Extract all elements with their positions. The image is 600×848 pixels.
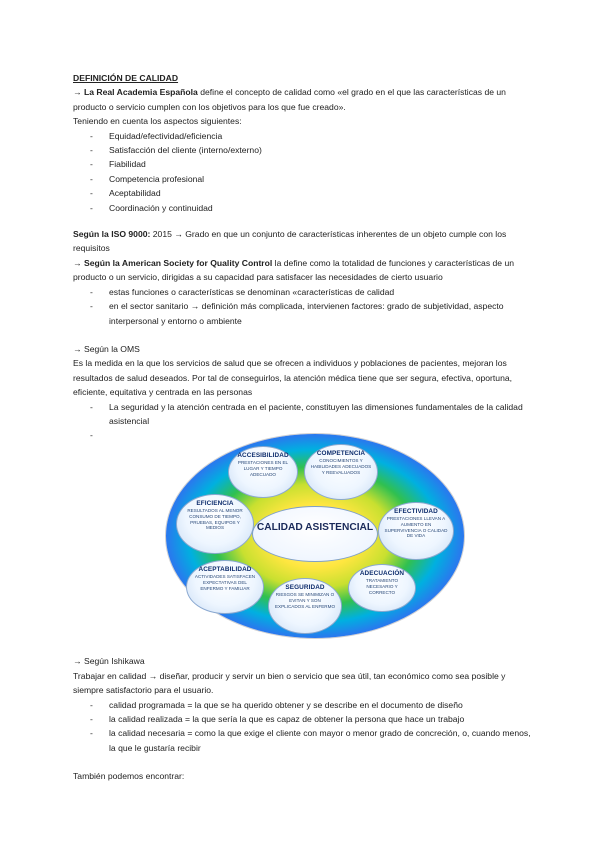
rae-source: La Real Academia Española — [83, 87, 198, 98]
ishikawa-text: Trabajar en calidad → diseñar, producir y servir un bien o servicio que sea útil, tan económico como sea posible y siempre satisfactorio para el usuario. — [73, 670, 506, 696]
dimension-efectividad — [378, 502, 454, 560]
list-item: - estas funciones o características se denominan «características de calidad — [73, 285, 533, 299]
dimension-title: COMPETENCIA — [316, 450, 366, 458]
dimension-aceptabilidad — [186, 560, 264, 614]
list-item: - Competencia profesional — [73, 172, 533, 186]
closing-text: También podemos encontrar: — [73, 771, 185, 782]
iso-definition — [73, 227, 533, 256]
list-item: - La seguridad y la atención centrada en el paciente, constituyen las dimensiones fundamentales de la calidad asistencial — [73, 400, 533, 429]
rae-text: define el concepto de calidad como «el grado en el que las características de un producto o servicio cumplen con los objetivos para los que fue creado». — [73, 87, 506, 112]
ishikawa-heading: → Según Ishikawa — [73, 656, 145, 667]
dimension-title: SEGURIDAD — [285, 584, 325, 592]
dimension-seguridad — [268, 578, 342, 634]
quality-dimensions-diagram — [166, 432, 466, 642]
list-item: - Aceptabilidad — [73, 186, 533, 200]
dimension-desc: RIESGOS SE MINIMIZAN O EVITAN Y SON EXPLICADOS AL ENFERMO — [274, 592, 336, 609]
asqc-text: la define como la totalidad de funciones y características de un producto o un servicio, dirigidas a su capacidad para satisfacer las necesidades de cierto usuario — [73, 257, 515, 283]
section-title: DEFINICIÓN DE CALIDAD — [73, 73, 179, 83]
dimension-desc: CONOCIMIENTOS Y HABILIDADES ADECUADOS Y REEVALUADOS — [310, 458, 372, 475]
dimension-desc: PRESTACIONES EN EL LUGAR Y TIEMPO ADECUADO — [237, 460, 289, 477]
list-item: - Coordinación y continuidad — [73, 201, 533, 215]
dimension-title: EFECTIVIDAD — [394, 508, 438, 516]
list-item: - en el sector sanitario → definición más complicada, intervienen factores: grado de subjetividad, aspecto interpersonal y entorno o ambiente — [73, 299, 533, 328]
oms-heading: → Según la OMS — [73, 343, 140, 354]
list-item: - la calidad realizada = la que sería la que es capaz de obtener la persona que hace un trabajo — [73, 712, 533, 726]
asqc-arrow: → — [73, 257, 84, 268]
dimension-desc: ACTIVIDADES SATISFACEN EXPECTATIVAS DEL ENFERMO Y FAMILIAR — [194, 574, 256, 591]
center-oval: CALIDAD ASISTENCIAL — [252, 506, 378, 562]
document-page — [73, 71, 533, 784]
dimension-title: ADECUACIÓN — [359, 570, 405, 578]
aspects-list — [73, 129, 533, 215]
list-item: - la calidad necesaria = como la que exige el cliente con mayor o menor grado de concreción, o, cuando menos, la que le gustaría recibir — [73, 726, 533, 755]
asqc-definition — [73, 256, 533, 285]
list-item: - Equidad/efectividad/eficiencia — [73, 129, 533, 143]
list-item: - Fiabilidad — [73, 157, 533, 171]
dimension-title: ACEPTABILIDAD — [198, 566, 252, 574]
asqc-source: Según la American Society for Quality Control — [83, 257, 273, 268]
dimension-eficiencia — [176, 494, 254, 554]
dimension-accesibilidad — [228, 446, 298, 498]
dimension-competencia — [304, 444, 378, 500]
dimension-desc: PRESTACIONES LLEVAN A AUMENTO EN SUPERVIVENCIA O CALIDAD DE VIDA — [384, 516, 448, 539]
dimension-desc: TRATAMIENTO NECESARIO Y CORRECTO — [365, 578, 399, 595]
oms-list — [73, 400, 533, 429]
list-item: - Satisfacción del cliente (interno/externo) — [73, 143, 533, 157]
oms-text: Es la medida en la que los servicios de salud que se ofrecen a individuos y poblaciones de pacientes, mejoran los resultados de salud deseados. Por tal de conseguirlos, la atención médica tiene que ser segura, efectiva, oportuna, eficiente, equitativa y centrada en las personas — [73, 358, 513, 398]
aspects-intro: Teniendo en cuenta los aspectos siguientes: — [73, 116, 242, 127]
iso-source: Según la ISO 9000: — [73, 229, 151, 240]
rae-definition — [73, 85, 533, 114]
asqc-list — [73, 285, 533, 328]
dimension-desc: RESULTADOS AL MENOR CONSUMO DE TIEMPO, PRUEBAS, EQUIPOS Y MEDIOS — [187, 508, 243, 531]
list-item: - calidad programada = la que se ha querido obtener y se describe en el documento de diseño — [73, 698, 533, 712]
iso-text: 2015 → Grado en que un conjunto de características inherentes de un objeto cumple con los requisitos — [73, 229, 507, 254]
rae-arrow: → — [73, 87, 84, 98]
dimension-title: EFICIENCIA — [196, 500, 234, 508]
dimension-adecuacion — [348, 564, 416, 612]
ishikawa-list — [73, 698, 533, 756]
dimension-title: ACCESIBILIDAD — [237, 452, 289, 460]
